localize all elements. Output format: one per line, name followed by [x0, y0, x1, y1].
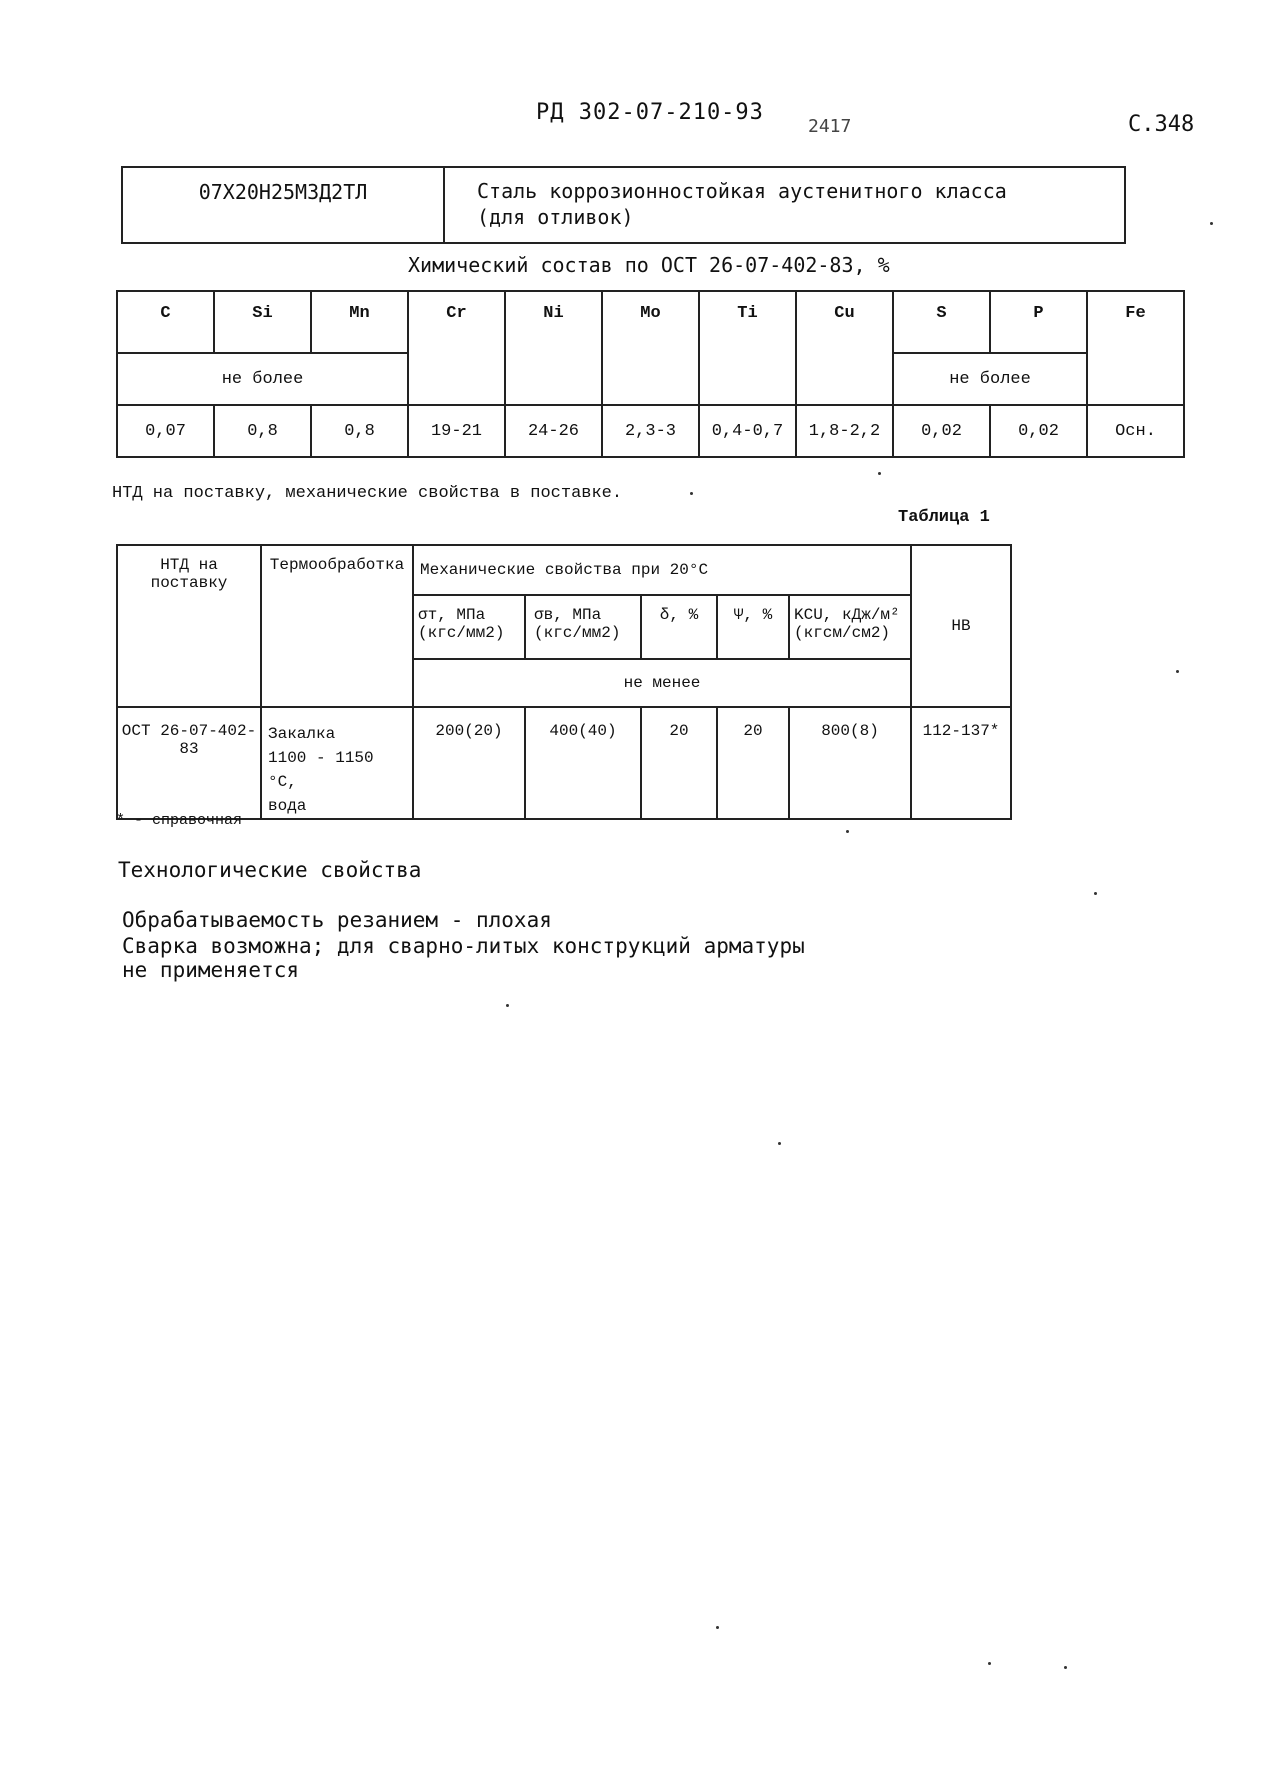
not-less-note: не менее: [413, 659, 911, 707]
grade-description-line1: Сталь коррозионностойкая аустенитного класса: [477, 179, 1007, 203]
element-value: 0,07: [117, 405, 214, 457]
element-header: S: [893, 291, 990, 353]
element-header: Mo: [602, 291, 699, 405]
heat-treatment-header: Термообработка: [261, 545, 413, 707]
scan-speck: [716, 1626, 719, 1629]
ntd-value: ОСТ 26-07-402-83: [117, 707, 261, 819]
element-header: Cu: [796, 291, 893, 405]
element-header: Fe: [1087, 291, 1184, 405]
element-value: 24-26: [505, 405, 602, 457]
grade-name: 07Х20Н25М3Д2ТЛ: [122, 167, 444, 243]
mechanical-table: [116, 544, 1012, 820]
mechanical-intro: НТД на поставку, механические свойства в поставке.: [112, 484, 623, 503]
element-value: 0,8: [214, 405, 311, 457]
element-header: Mn: [311, 291, 408, 353]
tech-line-welding: Сварка возможна; для сварно-литых конструкций арматуры: [122, 934, 805, 958]
kcu-unit: (кгсм/см2): [794, 624, 891, 642]
element-value: 19-21: [408, 405, 505, 457]
tech-line-machinability: Обрабатываемость резанием - плохая: [122, 908, 552, 932]
scan-speck: [778, 1142, 781, 1145]
limit-note: не более: [893, 353, 1087, 405]
kcu-value: 800(8): [789, 707, 911, 819]
sigma-b-unit: (кгс/мм2): [534, 624, 621, 642]
handwritten-mark: 2417: [808, 116, 852, 137]
element-header: Cr: [408, 291, 505, 405]
heat-treatment-line2: 1100 - 1150 °С,: [268, 749, 374, 791]
element-header: Si: [214, 291, 311, 353]
tech-line-welding-cont: не применяется: [122, 958, 300, 982]
sigma-b-label: σв, МПа: [534, 606, 602, 624]
heat-treatment-line1: Закалка: [268, 725, 336, 743]
kcu-header: [789, 595, 911, 659]
document-number: РД 302-07-210-93: [536, 100, 764, 125]
element-value: 2,3-3: [602, 405, 699, 457]
element-header: Ni: [505, 291, 602, 405]
ntd-header: НТД на поставку: [117, 545, 261, 707]
scan-speck: [878, 472, 881, 475]
scan-speck: [506, 1004, 509, 1007]
limit-note: не более: [117, 353, 408, 405]
grade-description-line2: (для отливок): [477, 205, 634, 229]
psi-value: 20: [717, 707, 789, 819]
chemical-caption: Химический состав по ОСТ 26-07-402-83, %: [408, 253, 890, 277]
element-header: P: [990, 291, 1087, 353]
delta-header: δ, %: [641, 595, 717, 659]
element-header: C: [117, 291, 214, 353]
grade-description: [444, 167, 1125, 243]
sigma-t-unit: (кгс/мм2): [418, 624, 505, 642]
element-value: 0,02: [893, 405, 990, 457]
kcu-label: KCU, кДж/м²: [794, 606, 900, 624]
element-value: Осн.: [1087, 405, 1184, 457]
psi-header: Ψ, %: [717, 595, 789, 659]
scan-speck: [988, 1662, 991, 1665]
scan-speck: [1210, 222, 1213, 225]
sigma-t-header: [413, 595, 525, 659]
page-number: С.348: [1128, 112, 1195, 137]
mechanical-properties-header: Механические свойства при 20°С: [413, 545, 911, 595]
heat-treatment-value: [261, 707, 413, 819]
scan-speck: [690, 492, 693, 495]
scan-speck: [1176, 670, 1179, 673]
sigma-b-value: 400(40): [525, 707, 641, 819]
footnote: * - справочная: [116, 812, 243, 829]
element-value: 1,8-2,2: [796, 405, 893, 457]
delta-value: 20: [641, 707, 717, 819]
scan-speck: [1064, 1666, 1067, 1669]
chemical-table: [116, 290, 1185, 458]
tech-properties-title: Технологические свойства: [118, 858, 422, 882]
sigma-b-header: [525, 595, 641, 659]
element-value: 0,02: [990, 405, 1087, 457]
sigma-t-value: 200(20): [413, 707, 525, 819]
sigma-t-label: σт, МПа: [418, 606, 486, 624]
heat-treatment-line3: вода: [268, 797, 307, 815]
scan-speck: [1094, 892, 1097, 895]
hb-value: 112-137*: [911, 707, 1011, 819]
hb-header: НВ: [911, 545, 1011, 707]
element-header: Ti: [699, 291, 796, 405]
grade-table: [121, 166, 1126, 244]
element-value: 0,4-0,7: [699, 405, 796, 457]
element-value: 0,8: [311, 405, 408, 457]
table-label: Таблица 1: [898, 508, 990, 527]
scan-speck: [846, 830, 849, 833]
